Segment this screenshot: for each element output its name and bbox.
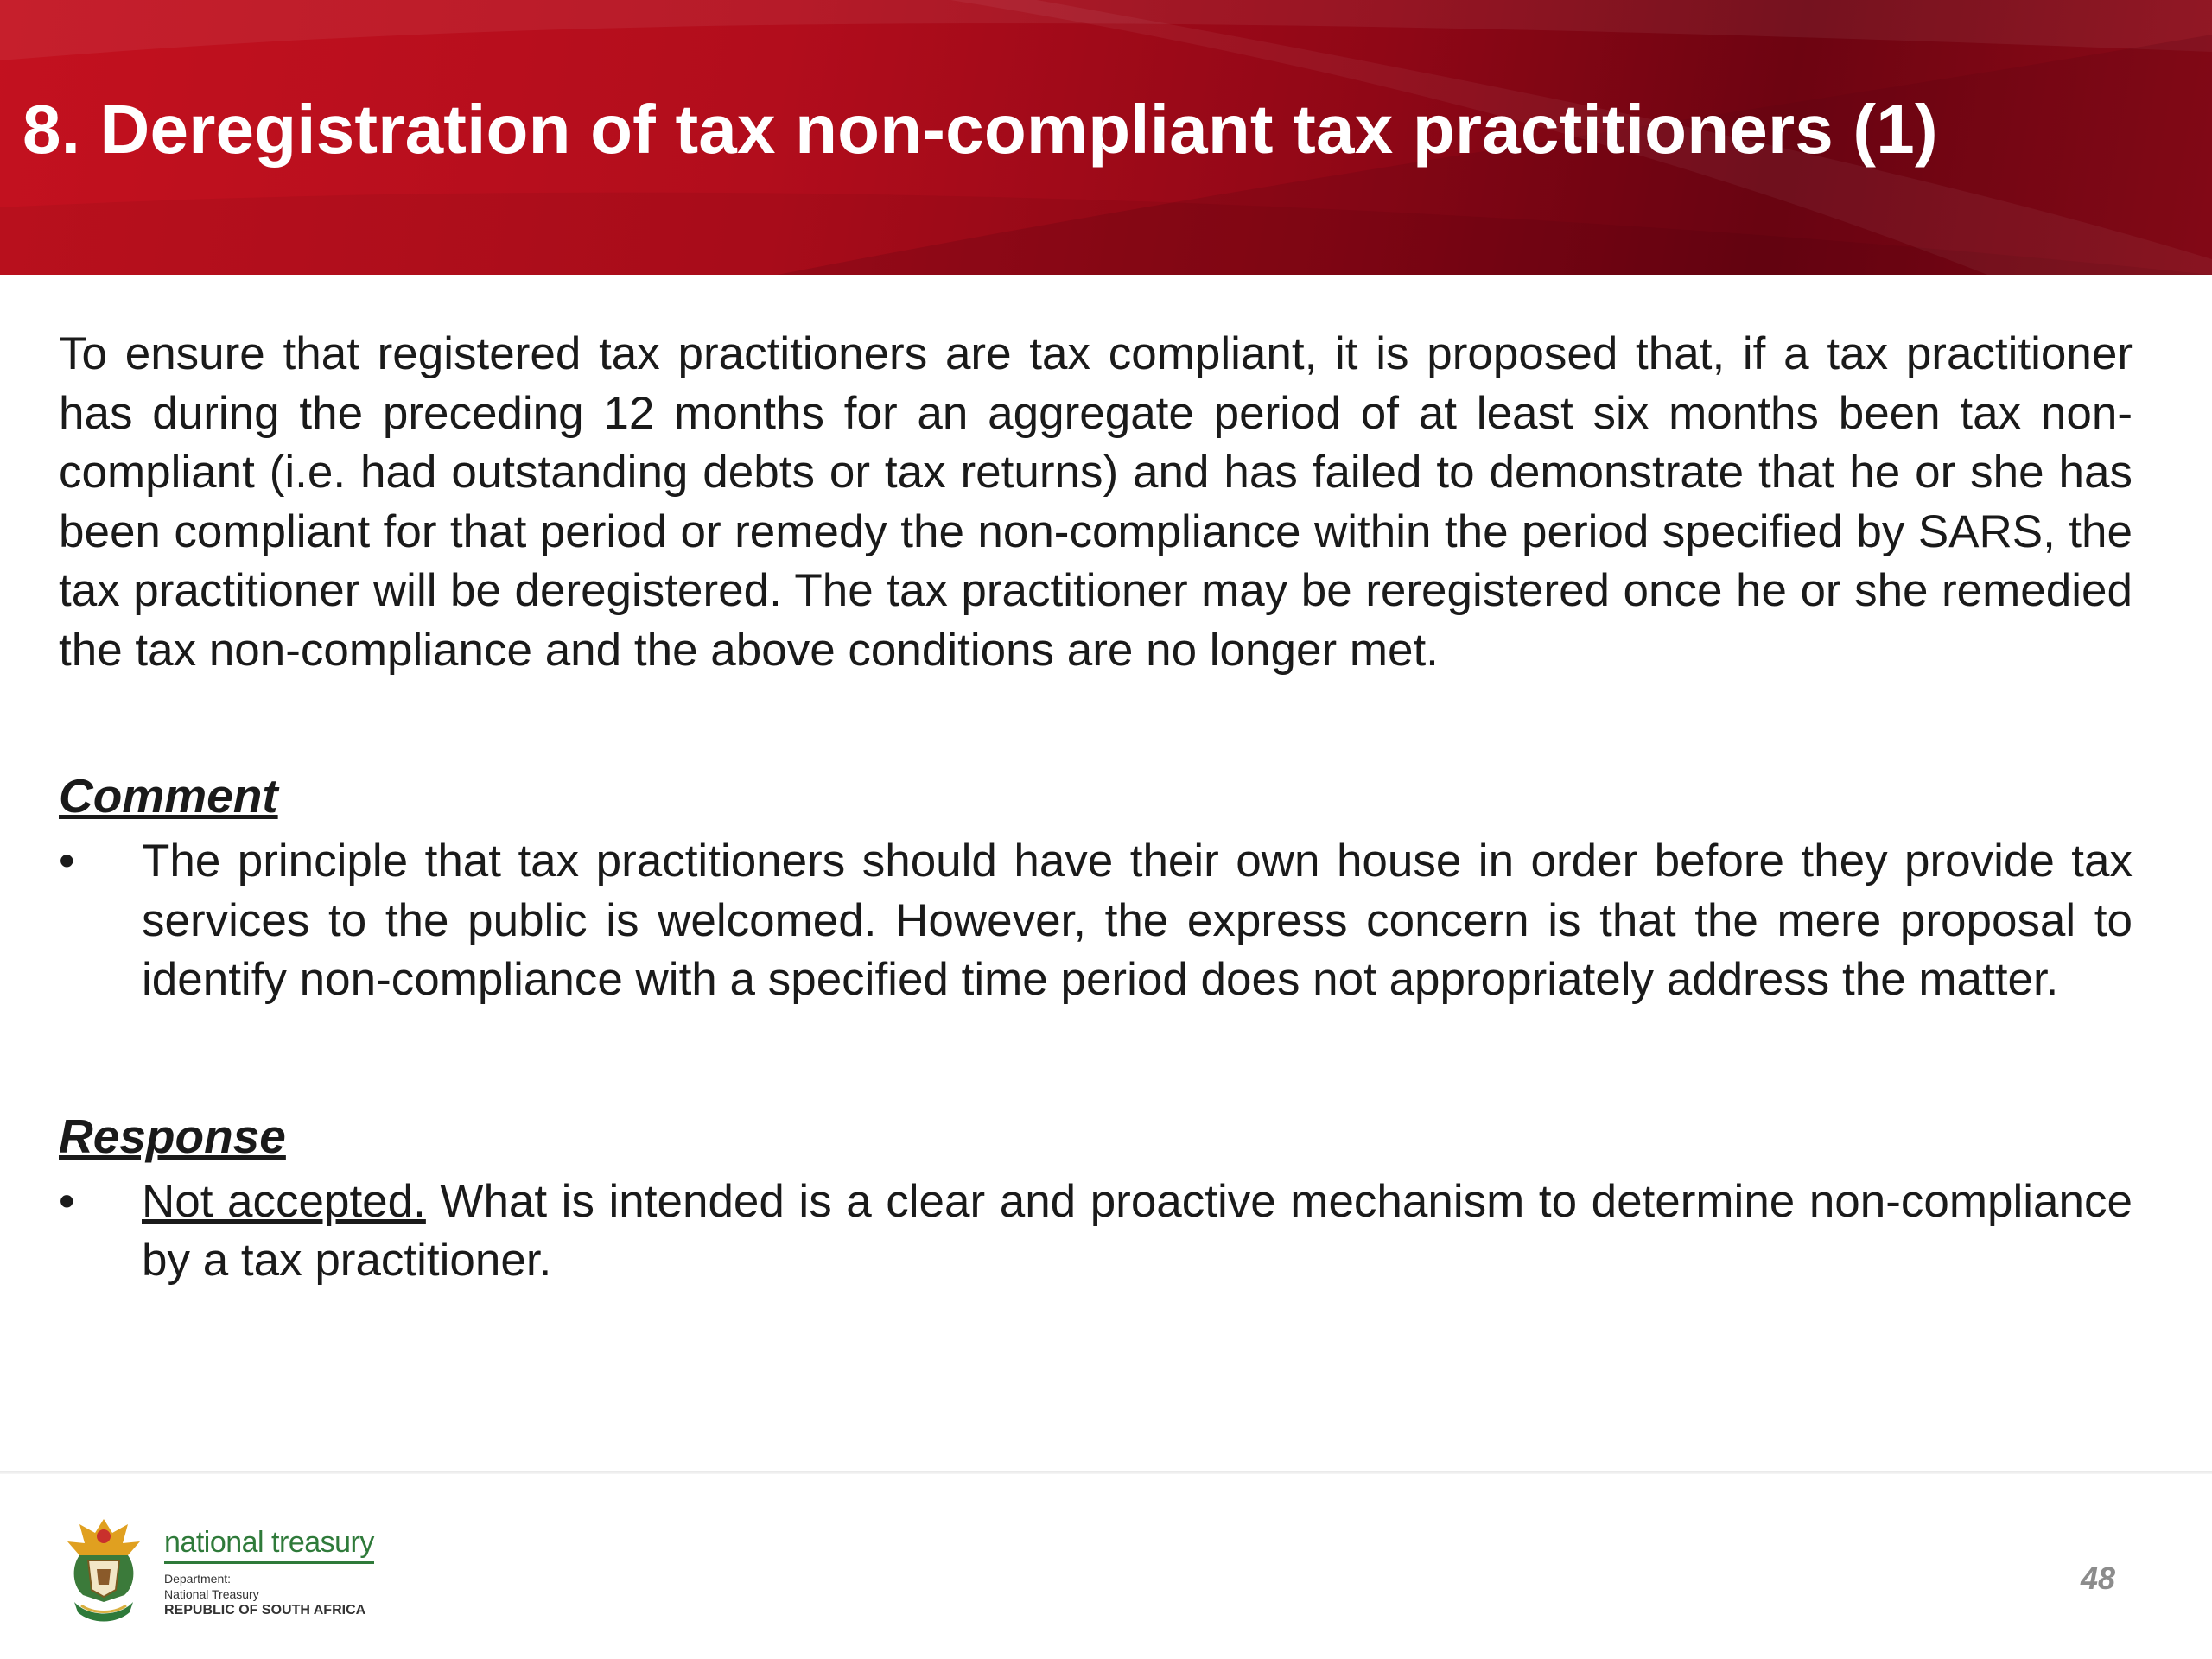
bullet-marker: •: [59, 836, 75, 887]
national-treasury-logo: [62, 1510, 391, 1640]
country-name: REPUBLIC OF SOUTH AFRICA: [164, 1603, 366, 1618]
slide-body: [59, 325, 2133, 1291]
comment-bullet: [59, 832, 2133, 1010]
comment-heading: Comment: [59, 769, 278, 823]
response-text: What is intended is a clear and proactive mechanism to determine non-compliance by a tax practitioner.: [142, 1175, 2133, 1286]
response-heading: Response: [59, 1109, 286, 1163]
title-banner: [0, 0, 2212, 275]
page-number: 48: [2081, 1560, 2116, 1596]
response-bullet: [59, 1173, 2133, 1291]
brand-name: national treasury: [164, 1526, 374, 1564]
department-label: Department:: [164, 1572, 232, 1586]
department-name: National Treasury: [164, 1587, 259, 1601]
intro-paragraph: To ensure that registered tax practitioners are tax compliant, it is proposed that, if a tax practitioner has during the preceding 12 months for an aggregate period of at least six months been tax non-compliant (i.e. had outstanding debts or tax returns) and has failed to demonstrate that he or she has been compliant for that period or remedy the non-compliance within the period specified by SARS, the tax practitioner will be deregistered. The tax practitioner may be reregistered once he or she remedied the tax non-compliance and the above conditions are no longer met.: [59, 328, 2133, 676]
coat-of-arms-icon: [62, 1516, 145, 1628]
bullet-marker: •: [59, 1175, 75, 1227]
comment-text: The principle that tax practitioners should have their own house in order before they provide tax services to the public is welcomed. However, the express concern is that the mere proposal to identify non-compliance with a specified time period does not appropriately address the matter.: [142, 836, 2133, 1005]
slide-title: 8. Deregistration of tax non-compliant tax practitioners (1): [22, 91, 1938, 168]
response-lead: Not accepted.: [142, 1175, 426, 1227]
footer-divider: [0, 1471, 2212, 1474]
